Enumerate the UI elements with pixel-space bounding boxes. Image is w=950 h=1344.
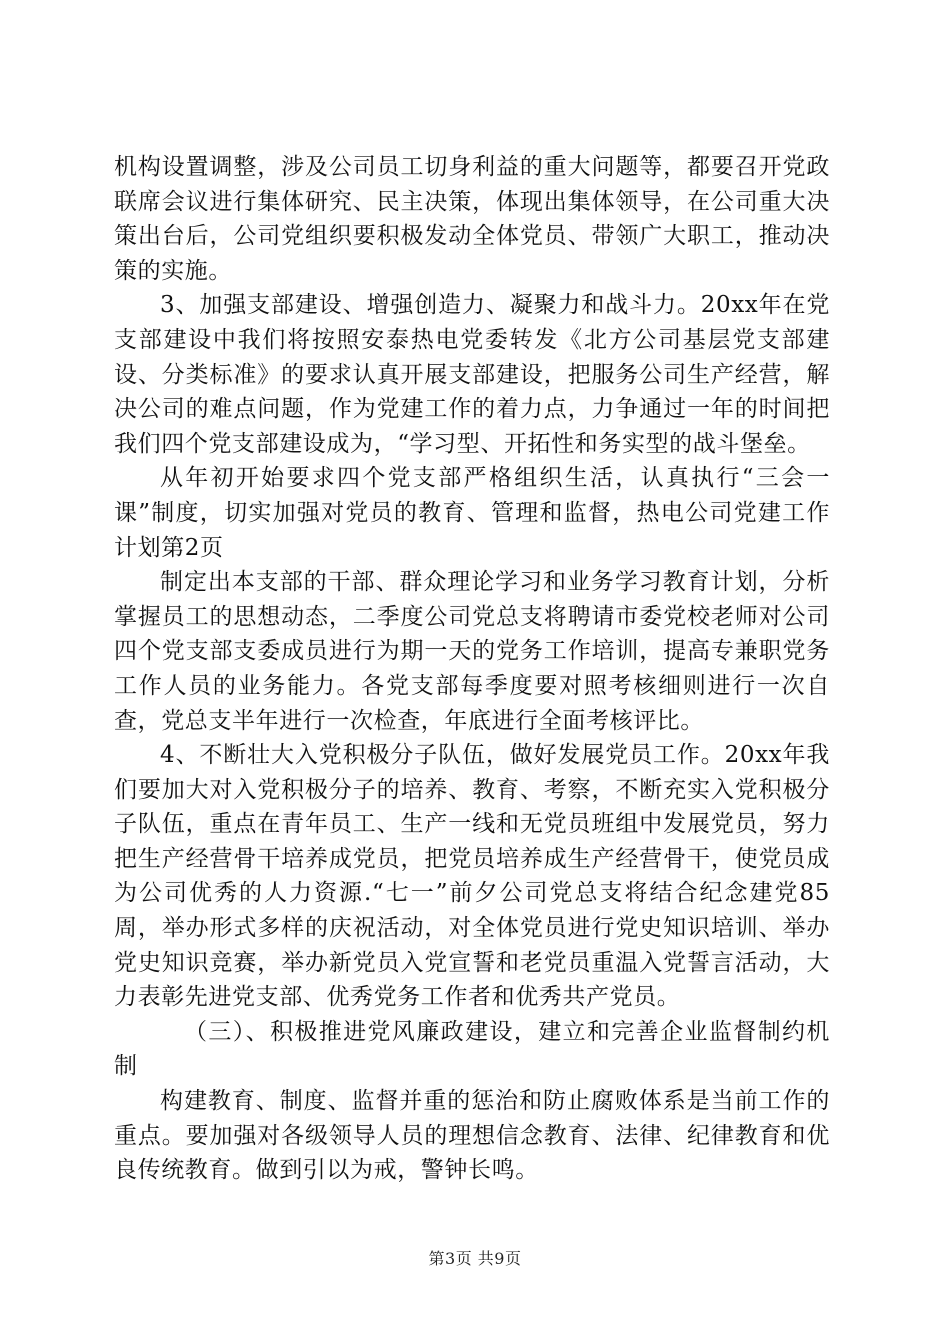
paragraph-section-3: 3、加强支部建设、增强创造力、凝聚力和战斗力。20xx年在党支部建设中我们将按照安泰热电党委转发《北方公司基层党支部建设、分类标准》的要求认真开展支部建设，把服务公司生产经营，解决公司的难点问题，作为党建工作的着力点，力争通过一年的时间把我们四个党支部建设成为，“学习型、开拓性和务实型的战斗堡垒。 xyxy=(114,292,830,457)
paragraph-continuation: 机构设置调整，涉及公司员工切身利益的重大问题等，都要召开党政联席会议进行集体研究、民主决策，体现出集体领导，在公司重大决策出台后，公司党组织要积极发动全体党员、带领广大职工，推动决策的实施。 xyxy=(114,154,830,284)
paragraph-anti-corruption: 构建教育、制度、监督并重的惩治和防止腐败体系是当前工作的重点。要加强对各级领导人员的理想信念教育、法律、纪律教育和优良传统教育。做到引以为戒，警钟长鸣。 xyxy=(114,1088,830,1184)
paragraph-section-4: 4、不断壮大入党积极分子队伍，做好发展党员工作。20xx年我们要加大对入党积极分子的培养、教育、考察，不断充实入党积极分子队伍，重点在青年员工、生产一线和无党员班组中发展党员，努力把生产经营骨干培养成党员，把党员培养成生产经营骨干，使党员成为公司优秀的人力资源.“七一”前夕公司党总支将结合纪念建党85周，举办形式多样的庆祝活动，对全体党员进行党史知识培训、举办党史知识竞赛，举办新党员入党宣誓和老党员重温入党誓言活动，大力表彰先进党支部、优秀党务工作者和优秀共产党员。 xyxy=(114,742,830,1011)
paragraph-organization-life: 从年初开始要求四个党支部严格组织生活，认真执行“三会一课”制度，切实加强对党员的教育、管理和监督，热电公司党建工作计划第2页 xyxy=(114,465,830,561)
page-footer: 第3页 共9页 xyxy=(428,1249,522,1268)
document-body xyxy=(114,150,830,1188)
section-heading-3: （三）、积极推进党风廉政建设，建立和完善企业监督制约机制 xyxy=(114,1018,830,1080)
paragraph-study-plan: 制定出本支部的干部、群众理论学习和业务学习教育计划，分析掌握员工的思想动态，二季度公司党总支将聘请市委党校老师对公司四个党支部支委成员进行为期一天的党务工作培训，提高专兼职党务工作人员的业务能力。各党支部每季度要对照考核细则进行一次自查，党总支半年进行一次检查，年底进行全面考核评比。 xyxy=(114,569,830,734)
